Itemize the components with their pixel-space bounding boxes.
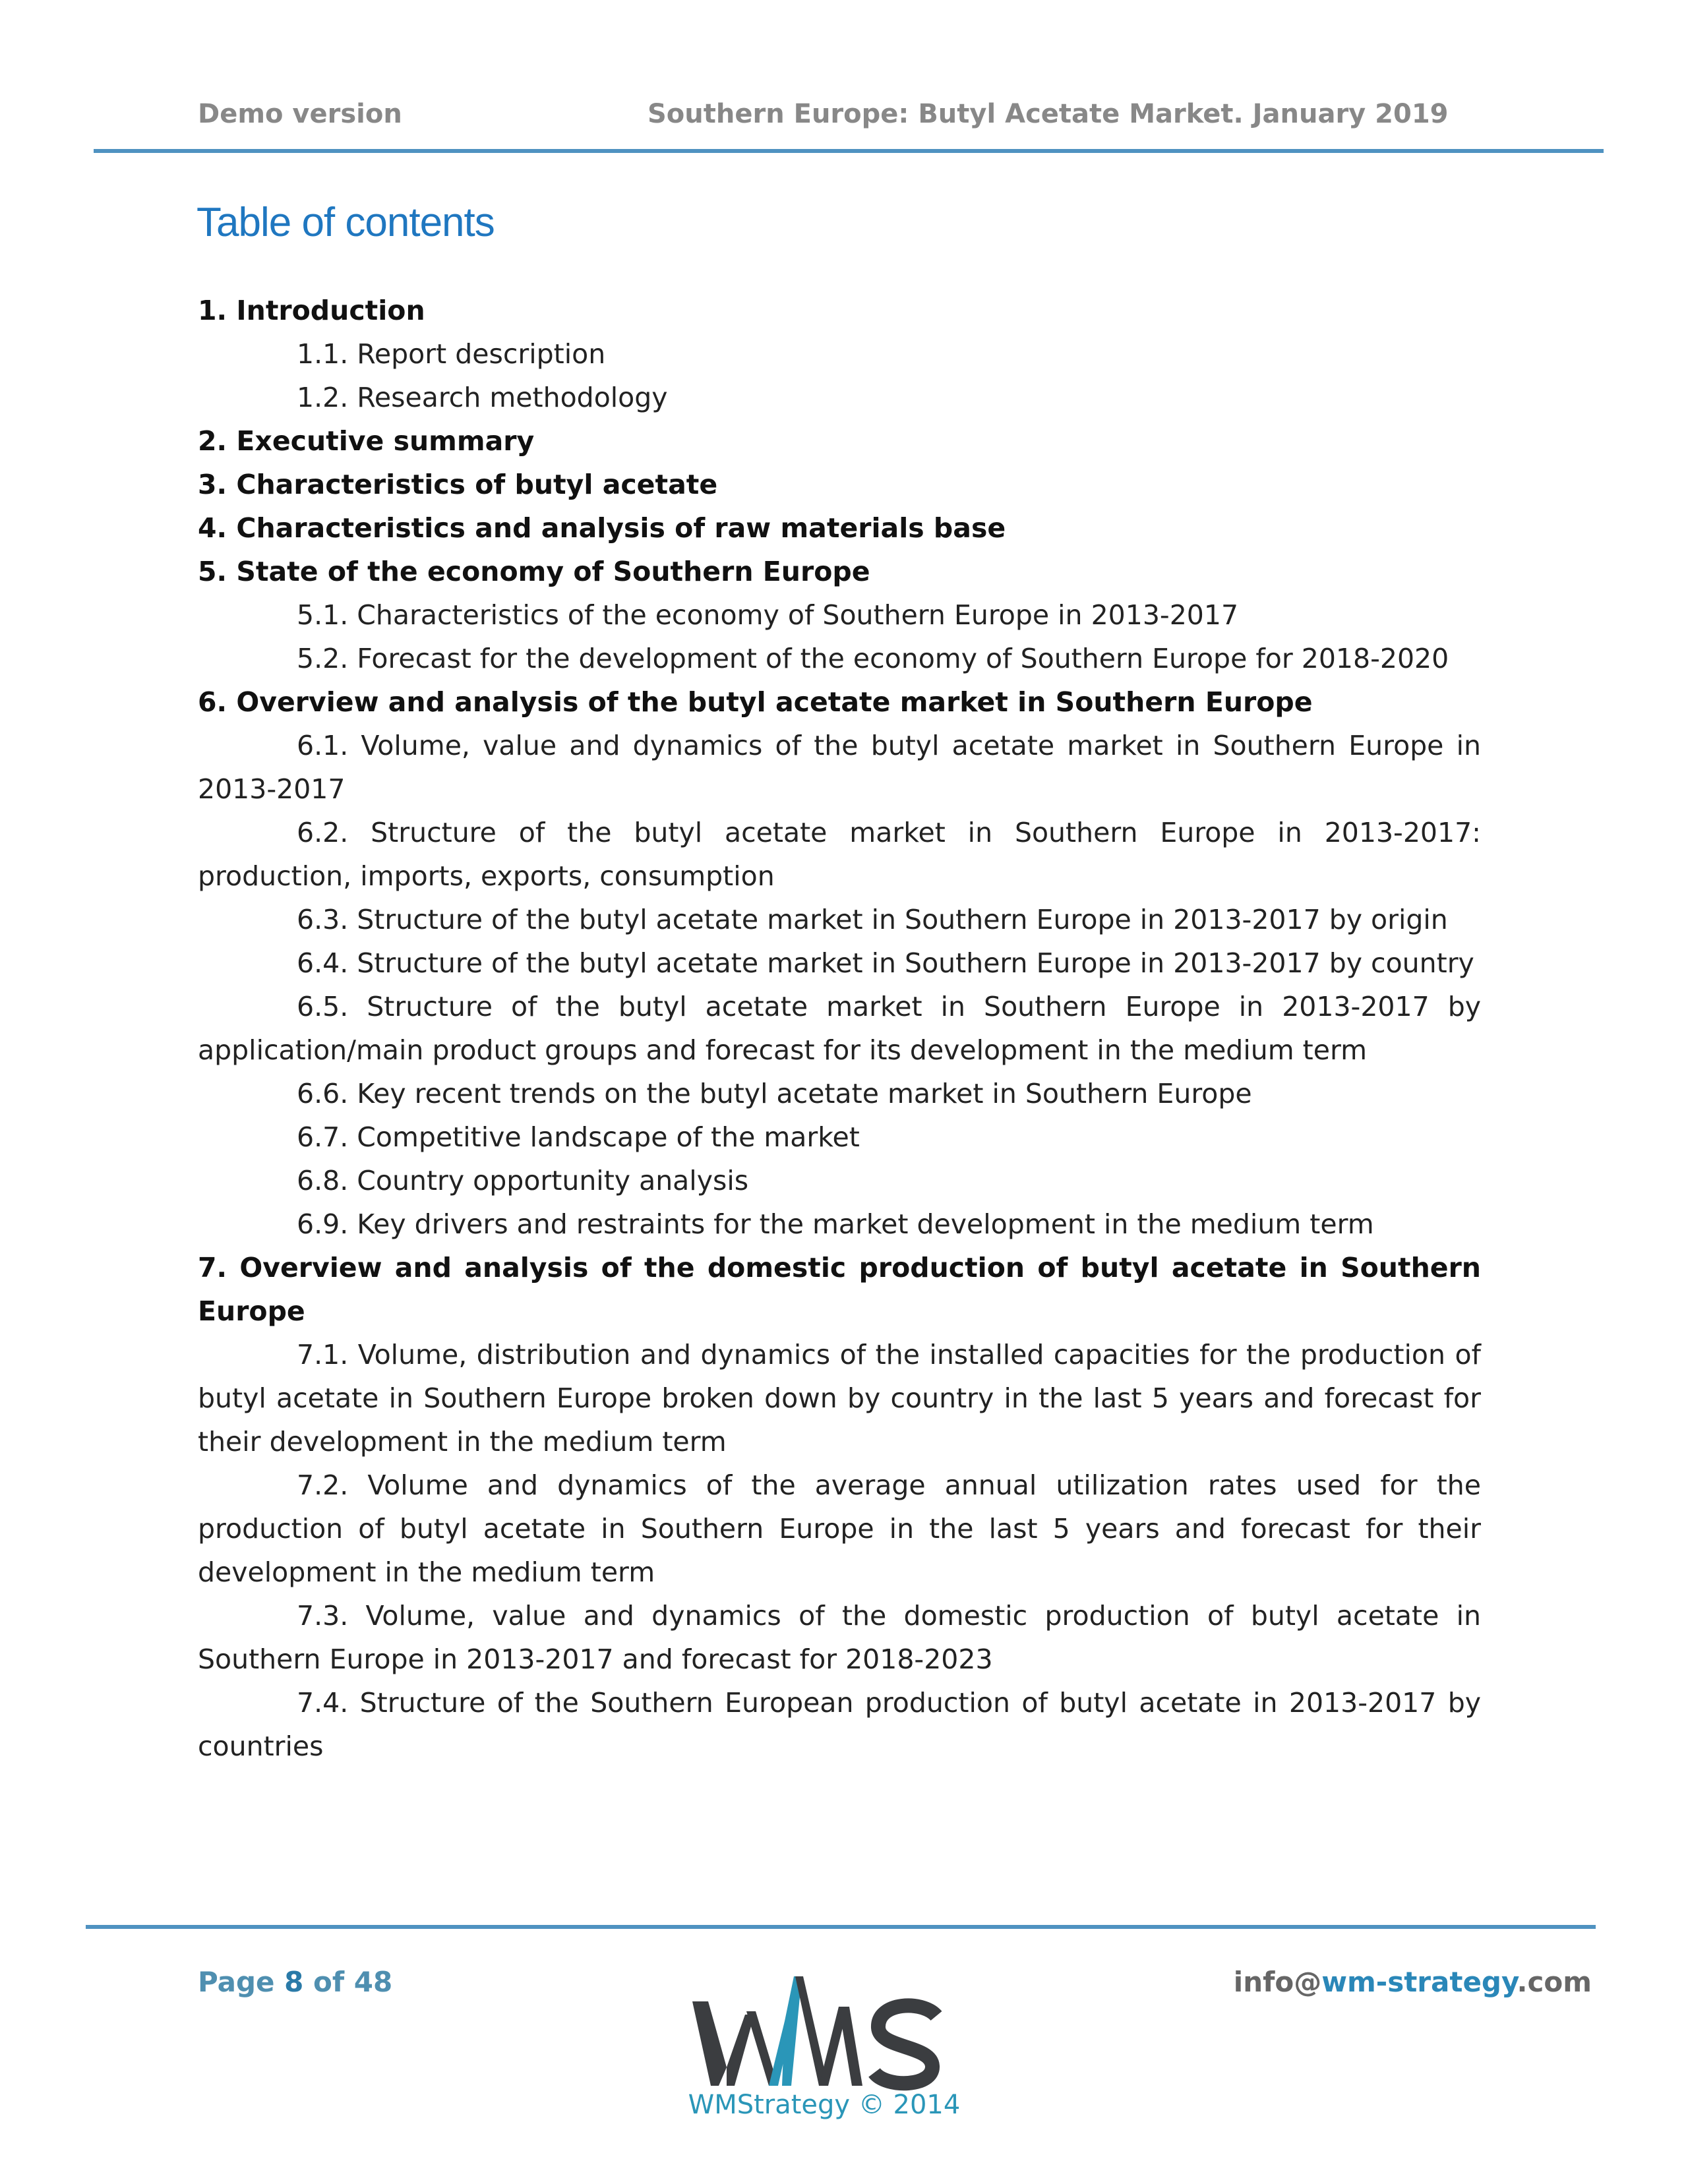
header-demo-label: Demo version <box>198 99 402 129</box>
email-user: info@ <box>1233 1966 1322 1998</box>
toc-item-6-6[interactable]: 6.6. Key recent trends on the butyl acetate market in Southern Europe <box>297 1078 1252 1109</box>
toc-item-6-4[interactable]: 6.4. Structure of the butyl acetate market in Southern Europe in 2013-2017 by country <box>297 947 1474 979</box>
toc-item-6-3[interactable]: 6.3. Structure of the butyl acetate market in Southern Europe in 2013-2017 by origin <box>297 904 1448 935</box>
email-domain: wm-strategy <box>1321 1966 1517 1998</box>
page-header <box>198 99 1482 138</box>
toc-item-4[interactable]: 4. Characteristics and analysis of raw materials base <box>198 512 1006 544</box>
wms-logo <box>686 1975 956 2094</box>
toc-item-5[interactable]: 5. State of the economy of Southern Europe <box>198 556 870 587</box>
toc-item-6-5[interactable]: 6.5. Structure of the butyl acetate market in Southern Europe in 2013-2017 by application/main product groups and forecast for its development in the medium term <box>198 991 1481 1066</box>
toc-item-1[interactable]: 1. Introduction <box>198 295 425 326</box>
toc-item-6-2[interactable]: 6.2. Structure of the butyl acetate market in Southern Europe in 2013-2017: production, imports, exports, consumption <box>198 817 1481 892</box>
toc-item-2[interactable]: 2. Executive summary <box>198 425 535 457</box>
toc-item-6[interactable]: 6. Overview and analysis of the butyl acetate market in Southern Europe <box>198 686 1313 718</box>
page-number <box>198 1966 392 1998</box>
table-of-contents <box>198 289 1481 1768</box>
toc-item-7-2[interactable]: 7.2. Volume and dynamics of the average annual utilization rates used for the production of butyl acetate in Southern Europe in the last 5 years and forecast for their development in the medium term <box>198 1469 1481 1588</box>
logo-caption: WMStrategy © 2014 <box>688 2090 961 2120</box>
toc-item-7[interactable]: 7. Overview and analysis of the domestic production of butyl acetate in Southern Europe <box>198 1252 1481 1327</box>
toc-item-5-1[interactable]: 5.1. Characteristics of the economy of Southern Europe in 2013-2017 <box>297 599 1239 631</box>
toc-item-6-8[interactable]: 6.8. Country opportunity analysis <box>297 1165 749 1196</box>
contact-email[interactable] <box>1234 1966 1592 1998</box>
current-page: 8 <box>284 1966 304 1998</box>
toc-title: Table of contents <box>196 200 495 245</box>
toc-item-3[interactable]: 3. Characteristics of butyl acetate <box>198 469 718 500</box>
footer-divider <box>86 1925 1596 1929</box>
toc-item-7-3[interactable]: 7.3. Volume, value and dynamics of the domestic production of butyl acetate in Southern Europe in 2013-2017 and forecast for 2018-2023 <box>198 1600 1481 1675</box>
toc-item-7-1[interactable]: 7.1. Volume, distribution and dynamics of the installed capacities for the production of butyl acetate in Southern Europe broken down by country in the last 5 years and forecast for their development in the medium term <box>198 1339 1481 1458</box>
toc-item-5-2[interactable]: 5.2. Forecast for the development of the economy of Southern Europe for 2018-2020 <box>297 643 1449 674</box>
email-tld: .com <box>1517 1966 1592 1998</box>
toc-item-1-2[interactable]: 1.2. Research methodology <box>297 382 668 413</box>
wms-logo-graphic <box>686 1975 956 2094</box>
toc-item-6-9[interactable]: 6.9. Key drivers and restraints for the market development in the medium term <box>297 1208 1374 1240</box>
page-total: of 48 <box>313 1966 393 1998</box>
toc-item-6-1[interactable]: 6.1. Volume, value and dynamics of the butyl acetate market in Southern Europe in 2013-2017 <box>198 730 1481 805</box>
header-divider <box>94 149 1604 153</box>
toc-item-6-7[interactable]: 6.7. Competitive landscape of the market <box>297 1121 860 1153</box>
toc-item-7-4[interactable]: 7.4. Structure of the Southern European production of butyl acetate in 2013-2017 by countries <box>198 1687 1481 1762</box>
header-report-title: Southern Europe: Butyl Acetate Market. January 2019 <box>648 99 1449 129</box>
page-prefix: Page <box>198 1966 275 1998</box>
toc-item-1-1[interactable]: 1.1. Report description <box>297 338 606 370</box>
